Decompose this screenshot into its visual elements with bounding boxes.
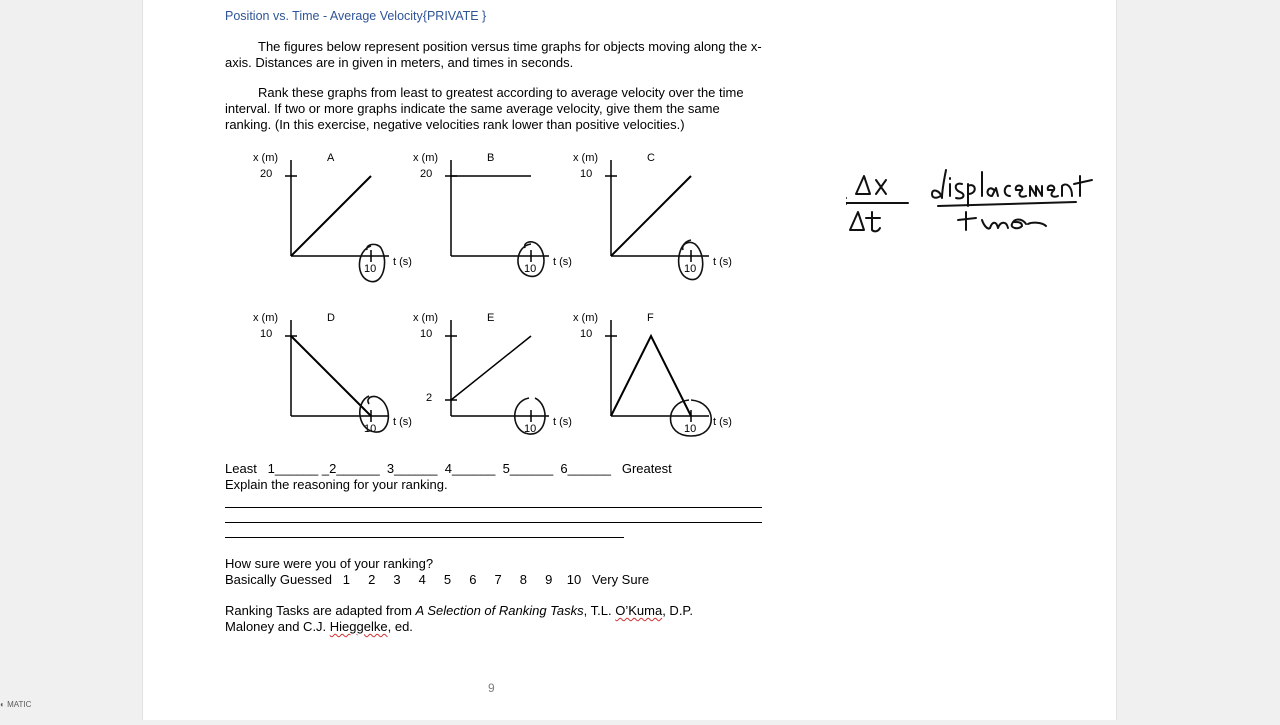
graph-c-label: C [647,152,655,164]
graph-a-x-axis-label: t (s) [393,256,412,268]
document-page [142,0,847,720]
graph-e-x-axis-label: t (s) [553,416,572,428]
graph-c-svg [571,148,741,288]
graph-b-y-tick: 20 [420,168,433,180]
answer-line-3 [225,537,624,538]
graph-e-y-tick-low: 2 [426,392,433,404]
graph-e-svg [411,308,581,448]
graph-a-y-tick: 20 [260,168,273,180]
graph-f-svg [571,308,741,448]
graph-b [411,148,581,288]
graph-e-y-tick: 10 [420,328,433,340]
answer-line-1 [225,507,762,508]
graph-d-y-tick: 10 [260,328,273,340]
graph-a-label: A [327,152,335,164]
graph-b-x-tick: 10 [524,263,537,275]
graph-f [571,308,741,448]
graph-c [571,148,741,288]
graph-f-x-axis-label: t (s) [713,416,732,428]
graph-f-x-tick: 10 [684,423,697,435]
graph-d-label: D [327,312,335,324]
graph-b-label: B [487,152,495,164]
credit-line2-prefix: Maloney and C.J. [225,619,330,634]
graph-e-x-tick: 10 [524,423,537,435]
credit-prefix: Ranking Tasks are adapted from [225,603,416,618]
graph-a-svg [251,148,421,288]
credit-line-2 [225,619,413,635]
handwritten-formula [846,0,1116,720]
graph-c-y-axis-label: x (m) [573,152,599,164]
task-text: Rank these graphs from least to greatest according to average velocity over the time interval. If two or more graphs indicate the same average velocity, give them the same ranking. (In this exercise, negative velocities rank lower than positive velocities.) [225,85,744,132]
graph-d-x-axis-label: t (s) [393,416,412,428]
graph-b-x-axis-label: t (s) [553,256,572,268]
credit-name-hieggelke: Hieggelke [329,619,388,634]
graph-e-label: E [487,312,495,324]
ranking-line: Least 1______ _2______ 3______ 4______ 5______ 6______ Greatest [225,461,672,476]
graph-c-y-tick: 10 [580,168,593,180]
credit-book: A Selection of Ranking Tasks [415,603,584,618]
graph-c-x-axis-label: t (s) [713,256,732,268]
graph-d-x-tick: 10 [364,423,377,435]
sure-question: How sure were you of your ranking? [225,556,434,571]
credit-line2-suffix: , ed. [387,619,413,634]
task-paragraph [225,85,765,133]
graph-c-x-tick: 10 [684,263,697,275]
page-number: 9 [488,681,495,695]
graph-d [251,308,421,448]
graph-f-label: F [647,312,654,324]
watermark-text: MATIC [7,700,32,709]
graph-f-y-axis-label: x (m) [573,312,599,324]
graph-f-y-tick: 10 [580,328,593,340]
graph-d-y-axis-label: x (m) [253,312,279,324]
graph-b-svg [411,148,581,288]
graph-e-y-axis-label: x (m) [413,312,439,324]
credit-line-1 [225,603,693,619]
credit-name-okuma: O’Kuma [615,603,663,618]
intro-paragraph [225,39,765,71]
credit-suffix: , T.L. [583,603,616,618]
ink-annotation-panel [846,0,1117,720]
intro-text: The figures below represent position versus time graphs for objects moving along the x-axis. Distances are in given in meters, and times in seconds. [225,39,762,70]
answer-line-2 [225,522,762,523]
graph-a [251,148,421,288]
graph-d-svg [251,308,421,448]
graph-b-y-axis-label: x (m) [413,152,439,164]
graph-a-x-tick: 10 [364,263,377,275]
watermark-logo: ◐ MATIC [0,700,32,709]
document-title: Position vs. Time - Average Velocity{PRIVATE } [225,9,487,23]
credit-mid: , D.P. [662,603,694,618]
sure-scale: Basically Guessed 1 2 3 4 5 6 7 8 9 10 Very Sure [225,572,650,587]
graph-a-y-axis-label: x (m) [253,152,279,164]
explain-prompt: Explain the reasoning for your ranking. [225,477,448,492]
graph-e [411,308,581,448]
